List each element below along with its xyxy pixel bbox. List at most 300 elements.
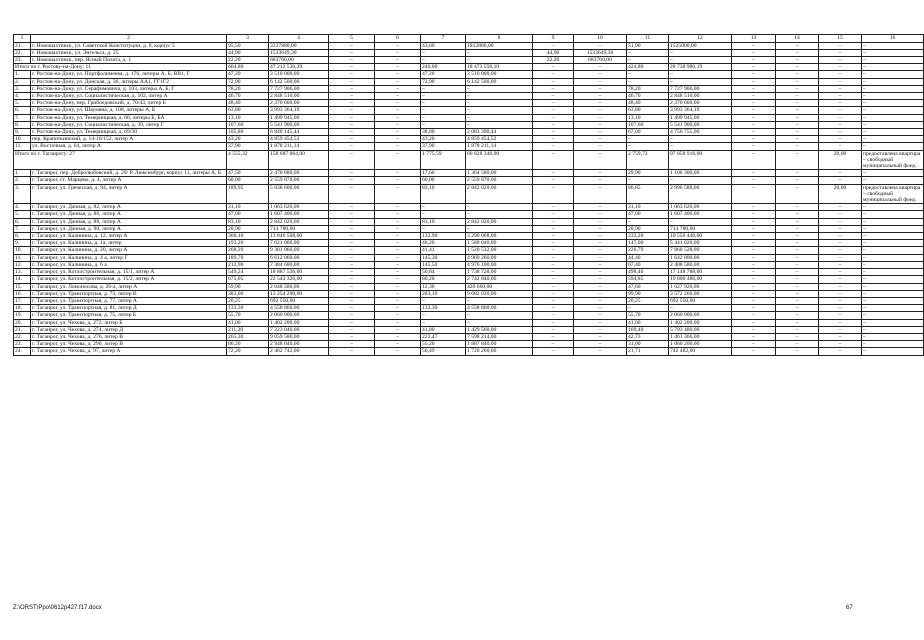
table-cell: 21,71 (627, 348, 669, 355)
table-cell: – (329, 233, 375, 240)
subtotal-row (14, 150, 924, 170)
table-cell: 3 993 364,19 (269, 107, 329, 114)
table-cell: 1 063 620,00 (269, 204, 329, 211)
table-cell: – (574, 143, 627, 150)
column-number-header: 2 (31, 35, 227, 43)
table-cell: – (819, 114, 862, 121)
table-cell: – (862, 78, 924, 85)
table-row (14, 276, 924, 283)
table-cell: – (329, 218, 375, 225)
subtotal-label: Итого по г. Таганрогу: 27 (14, 150, 227, 170)
table-cell: – (627, 218, 669, 225)
table-cell: – (776, 290, 819, 297)
table-cell: – (776, 233, 819, 240)
table-cell: – (732, 283, 776, 290)
table-cell: 1 775,59 (421, 150, 466, 170)
table-row (14, 121, 924, 128)
table-row (14, 49, 924, 56)
table-cell: – (329, 247, 375, 254)
table-cell: 1 878 211,14 (269, 143, 329, 150)
table-cell: 48,40 (627, 100, 669, 107)
address-cell: г. Таганрог, пер. Добролюбовский, д. 29/ Р. Люксембург, корпус 11, литеры А, Б (31, 170, 227, 177)
row-number-cell: 5. (14, 211, 31, 218)
table-cell: 3 572 260,00 (669, 290, 732, 297)
table-cell: – (819, 71, 862, 78)
address-cell: г. Ростов-на-Дону, пер. Грибоедовский, д. 70/43, литер Б (31, 100, 227, 107)
address-cell: г. Таганрог, ул. Котлостроительная, д. 15/2, литер А (31, 276, 227, 283)
table-cell: – (375, 297, 421, 304)
property-table (13, 34, 924, 356)
table-cell: 1 607 400,00 (269, 211, 329, 218)
table-cell: 83,10 (227, 218, 269, 225)
row-number-cell: 2. (14, 78, 31, 85)
table-cell: 1 887 840,00 (466, 341, 533, 348)
table-cell: – (819, 333, 862, 340)
address-cell: г. Ростов-на-Дону, ул. Серафимовича, д. 103, литеры А, Б, Г (31, 85, 227, 92)
table-cell: – (533, 333, 574, 340)
table-cell: 4 976 100,00 (466, 261, 533, 268)
table-cell: 18 473 556,10 (466, 64, 533, 71)
table-cell: 1 878 211,14 (466, 143, 533, 150)
table-cell: – (776, 261, 819, 268)
table-cell: – (533, 218, 574, 225)
table-cell: – (862, 254, 924, 261)
row-number-cell: 6. (14, 218, 31, 225)
table-cell: – (574, 312, 627, 319)
table-cell: 692 550,00 (669, 297, 732, 304)
table-cell: 1 720 260,00 (466, 348, 533, 355)
table-cell: – (533, 247, 574, 254)
table-cell: 4 555,32 (227, 150, 269, 170)
table-cell: 145,30 (421, 254, 466, 261)
table-cell: 20,00 (819, 184, 862, 204)
table-cell: – (627, 78, 669, 85)
table-row (14, 312, 924, 319)
table-cell: 41,80 (421, 326, 466, 333)
table-cell: – (329, 107, 375, 114)
table-cell: – (375, 276, 421, 283)
table-cell: 692 550,00 (269, 297, 329, 304)
table-row (14, 225, 924, 232)
table-cell: – (421, 114, 466, 121)
table-cell: – (375, 254, 421, 261)
row-number-cell: 8. (14, 233, 31, 240)
table-cell: 20,90 (227, 225, 269, 232)
row-number-cell: 21. (14, 42, 31, 49)
table-cell: 19 800 486,00 (669, 276, 732, 283)
table-cell: – (732, 49, 776, 56)
address-cell: г. Таганрог, ул. Чехова, д. 290, литер В (31, 341, 227, 348)
column-number-header: 14 (776, 35, 819, 43)
table-cell: 664,80 (227, 64, 269, 71)
table-cell: 268,20 (227, 247, 269, 254)
table-cell: 37,90 (227, 143, 269, 150)
table-cell: – (862, 218, 924, 225)
table-cell: – (776, 93, 819, 100)
table-cell: 44,90 (227, 49, 269, 56)
table-cell: 48,40 (227, 100, 269, 107)
table-cell: – (862, 85, 924, 92)
table-cell: – (574, 261, 627, 268)
table-cell: – (533, 290, 574, 297)
table-cell: – (862, 129, 924, 136)
table-cell: – (574, 319, 627, 326)
table-cell: – (421, 319, 466, 326)
table-row (14, 100, 924, 107)
address-cell: пер. Крапоткинский, д. 14-16/152, литер А (31, 136, 227, 143)
table-cell: 2 559 870,00 (466, 177, 533, 184)
row-number-cell: 2. (14, 177, 31, 184)
address-cell: г. Таганрог, ул. Ломоносова, д. 26-а, литер А (31, 283, 227, 290)
table-cell: – (732, 170, 776, 177)
table-cell: – (329, 49, 375, 56)
table-cell: 5 541 900,00 (669, 121, 732, 128)
table-cell: 78,20 (227, 85, 269, 92)
table-cell: 9 059 580,00 (269, 333, 329, 340)
table-cell: – (466, 93, 533, 100)
table-cell: 2 848 510,00 (669, 93, 732, 100)
table-cell: 47,20 (227, 71, 269, 78)
table-cell: – (776, 78, 819, 85)
table-cell: 4 969 260,00 (466, 254, 533, 261)
table-cell: – (329, 64, 375, 71)
address-cell: г. Таганрог, ул. Транспортная, д. 75, литер Б (31, 312, 227, 319)
table-cell: – (375, 114, 421, 121)
table-cell: – (574, 254, 627, 261)
table-cell: – (375, 261, 421, 268)
table-cell: – (466, 319, 533, 326)
table-cell: – (533, 312, 574, 319)
column-number-header: 3 (227, 35, 269, 43)
table-cell: – (776, 85, 819, 92)
address-cell: г. Таганрог, ул. Транспортная, д. 81, литер Д (31, 305, 227, 312)
table-cell: – (375, 333, 421, 340)
table-row (14, 240, 924, 247)
table-cell: – (776, 326, 819, 333)
table-cell: – (862, 283, 924, 290)
table-cell: – (862, 136, 924, 143)
table-cell: 3 510 000,00 (466, 71, 533, 78)
table-cell: 50,84 (421, 269, 466, 276)
row-number-cell: 11. (14, 143, 31, 150)
table-cell: 2 048 580,00 (269, 283, 329, 290)
table-cell: – (421, 93, 466, 100)
table-cell: – (862, 64, 924, 71)
table-cell: 1 580 040,00 (466, 240, 533, 247)
table-cell: 683760,00 (269, 57, 329, 64)
table-cell: 47,20 (421, 71, 466, 78)
table-row (14, 283, 924, 290)
table-cell: – (732, 312, 776, 319)
table-cell: – (375, 312, 421, 319)
table-cell: – (776, 204, 819, 211)
table-cell: 2 470 880,00 (269, 170, 329, 177)
table-row (14, 233, 924, 240)
table-cell: 2 370 600,00 (269, 100, 329, 107)
table-cell: 31,10 (227, 204, 269, 211)
table-cell: – (862, 247, 924, 254)
table-cell: – (533, 100, 574, 107)
table-cell: 97 858 916,00 (669, 150, 732, 170)
table-cell: – (375, 121, 421, 128)
address-cell: г. Ростов-на-Дону, ул. Шаумяна, д. 108, литеры А, Б (31, 107, 227, 114)
row-number-cell: 7. (14, 114, 31, 121)
table-cell: – (732, 333, 776, 340)
table-cell: – (574, 247, 627, 254)
address-cell: г. Таганрог, ул. Дачная, д. 90, литер А (31, 225, 227, 232)
table-cell: – (329, 341, 375, 348)
table-cell: – (533, 170, 574, 177)
table-cell: 1 738 728,00 (466, 269, 533, 276)
table-cell: – (732, 348, 776, 355)
table-cell: 1 607 400,00 (669, 211, 732, 218)
table-cell: 20,25 (227, 297, 269, 304)
table-cell: – (862, 100, 924, 107)
table-cell: – (862, 305, 924, 312)
table-cell: – (329, 143, 375, 150)
address-cell: г. Таганрог, ул. Греческая, д. 94, литер А (31, 184, 227, 204)
table-cell: – (819, 100, 862, 107)
table-cell: – (329, 326, 375, 333)
table-cell: – (533, 305, 574, 312)
table-cell: – (819, 170, 862, 177)
table-cell: – (776, 177, 819, 184)
table-row (14, 93, 924, 100)
table-cell: – (574, 71, 627, 78)
table-cell: – (776, 129, 819, 136)
table-cell: – (732, 85, 776, 92)
table-cell: – (533, 269, 574, 276)
table-cell: 6 612 060,00 (269, 254, 329, 261)
table-cell: – (329, 276, 375, 283)
table-cell: – (776, 114, 819, 121)
table-cell: 43,20 (421, 136, 466, 143)
table-cell: – (574, 64, 627, 71)
table-cell: – (819, 254, 862, 261)
table-cell: – (862, 143, 924, 150)
table-cell: 20,90 (627, 225, 669, 232)
table-cell: 46,70 (227, 93, 269, 100)
table-cell: – (375, 57, 421, 64)
table-cell: 1533649,30 (574, 49, 627, 56)
table-cell: – (466, 297, 533, 304)
table-cell: 43,60 (421, 42, 466, 49)
address-cell: г. Новошахтинск, ул. Энгельса, д. 25 (31, 49, 227, 56)
table-cell: 6 840 145,44 (269, 129, 329, 136)
table-cell: – (375, 177, 421, 184)
address-cell: г. Таганрог, ул. Калинина, д. 12, литер А (31, 233, 227, 240)
table-cell: – (819, 93, 862, 100)
table-cell: 42,73 (627, 333, 669, 340)
table-cell: – (375, 211, 421, 218)
table-cell: – (862, 93, 924, 100)
table-cell: 2 842 020,00 (269, 218, 329, 225)
table-cell: – (732, 240, 776, 247)
table-cell: – (819, 121, 862, 128)
table-cell: – (375, 204, 421, 211)
table-cell: – (776, 341, 819, 348)
table-cell: – (329, 93, 375, 100)
table-cell: – (329, 225, 375, 232)
table-cell: 265,30 (227, 333, 269, 340)
table-cell: – (776, 150, 819, 170)
table-cell: 189,70 (227, 254, 269, 261)
table-cell: 133,30 (227, 305, 269, 312)
table-cell: – (732, 247, 776, 254)
table-row (14, 204, 924, 211)
table-cell: – (732, 326, 776, 333)
table-cell: 5 541 900,00 (269, 121, 329, 128)
table-cell: 1 060 200,00 (669, 341, 732, 348)
table-cell: 1 520 532,00 (466, 247, 533, 254)
table-cell: – (533, 283, 574, 290)
row-number-cell: 7. (14, 225, 31, 232)
table-row (14, 57, 924, 64)
table-cell: – (819, 136, 862, 143)
table-cell: – (375, 100, 421, 107)
table-cell: – (329, 312, 375, 319)
table-cell: – (329, 71, 375, 78)
table-cell: – (421, 211, 466, 218)
table-cell: – (776, 49, 819, 56)
table-cell: – (862, 225, 924, 232)
subtotal-label: Итого по г. Ростову-на-Дону: 11 (14, 64, 227, 71)
table-cell: – (375, 49, 421, 56)
column-number-header: 15 (819, 35, 862, 43)
table-cell: – (776, 319, 819, 326)
table-cell: – (669, 305, 732, 312)
table-cell: 20,00 (819, 150, 862, 170)
table-cell: – (732, 233, 776, 240)
table-cell: – (732, 341, 776, 348)
table-cell: – (669, 78, 732, 85)
table-cell: – (421, 225, 466, 232)
table-cell: 47,50 (227, 170, 269, 177)
table-cell: 47 212 536,29 (269, 64, 329, 71)
table-cell: – (375, 319, 421, 326)
table-cell: – (732, 218, 776, 225)
table-cell: 60,00 (421, 177, 466, 184)
table-cell: – (669, 177, 732, 184)
table-cell: – (819, 240, 862, 247)
table-cell: – (819, 57, 862, 64)
table-cell: 78,20 (627, 85, 669, 92)
table-cell: – (776, 305, 819, 312)
table-row (14, 305, 924, 312)
table-cell: – (375, 341, 421, 348)
table-cell: – (533, 129, 574, 136)
table-cell: – (574, 225, 627, 232)
table-cell: – (329, 78, 375, 85)
table-cell: 31,10 (627, 204, 669, 211)
table-cell: – (329, 305, 375, 312)
address-cell: г. Таганрог, ул. Калинина, д. 6 а (31, 261, 227, 268)
table-cell: – (329, 290, 375, 297)
table-cell: 107,60 (627, 121, 669, 128)
table-cell: – (466, 312, 533, 319)
table-cell: – (862, 269, 924, 276)
table-cell: – (732, 290, 776, 297)
table-cell: 1 642 800,00 (669, 254, 732, 261)
table-cell: – (329, 100, 375, 107)
table-cell: 549,24 (227, 269, 269, 276)
table-cell: – (819, 297, 862, 304)
table-row (14, 211, 924, 218)
table-cell: – (329, 184, 375, 204)
column-number-header-row (14, 35, 924, 43)
row-number-cell: 4. (14, 93, 31, 100)
table-cell: – (421, 100, 466, 107)
table-cell: 41,00 (627, 319, 669, 326)
table-cell: – (776, 297, 819, 304)
table-cell: – (421, 107, 466, 114)
table-cell: 6 142 500,00 (269, 78, 329, 85)
table-cell: предоставлена квартира – свободный муниципальный фонд (862, 150, 924, 170)
table-cell: 742 482,00 (669, 348, 732, 355)
address-cell: г. Ростов-на-Дону, ул. Темерницкая, д. 66, литеры Б, БА (31, 114, 227, 121)
table-cell: – (776, 143, 819, 150)
address-cell: г. Ростов-на-Дону, ул. Темерницкая, д. 69/30 (31, 129, 227, 136)
table-cell: – (421, 49, 466, 56)
row-number-cell: 22. (14, 49, 31, 56)
table-cell: – (732, 276, 776, 283)
table-cell: – (819, 269, 862, 276)
table-cell: 3337880,00 (269, 42, 329, 49)
row-number-cell: 20. (14, 319, 31, 326)
table-row (14, 170, 924, 177)
table-cell: – (732, 305, 776, 312)
table-cell: – (862, 297, 924, 304)
table-cell: – (574, 78, 627, 85)
table-cell: – (466, 49, 533, 56)
table-cell: – (732, 78, 776, 85)
row-number-cell: 4. (14, 204, 31, 211)
table-cell: – (533, 276, 574, 283)
table-cell: – (732, 93, 776, 100)
row-number-cell: 1. (14, 170, 31, 177)
table-cell: – (533, 136, 574, 143)
table-cell: – (329, 261, 375, 268)
table-cell: 2 842 020,00 (466, 184, 533, 204)
table-cell: – (375, 143, 421, 150)
row-number-cell: 14. (14, 276, 31, 283)
table-cell: 1533649,30 (269, 49, 329, 56)
table-cell: – (375, 247, 421, 254)
table-cell: – (574, 269, 627, 276)
table-cell: 283,10 (421, 290, 466, 297)
table-cell: 10 556 440,00 (669, 233, 732, 240)
table-cell: – (627, 136, 669, 143)
table-cell: – (329, 114, 375, 121)
address-cell: г. Таганрог, ул. Калинина, д. 4 а, литер Г (31, 254, 227, 261)
table-cell: – (533, 114, 574, 121)
table-cell: – (466, 85, 533, 92)
table-cell: 2 370 600,00 (669, 100, 732, 107)
table-cell: – (732, 184, 776, 204)
table-cell: 1 627 920,00 (669, 283, 732, 290)
table-row (14, 71, 924, 78)
table-cell: – (862, 290, 924, 297)
table-cell: 683760,00 (574, 57, 627, 64)
table-cell: 9 682 020,00 (466, 290, 533, 297)
table-cell: 3 993 364,19 (669, 107, 732, 114)
table-cell: 2 083 390,44 (466, 129, 533, 136)
table-cell: – (862, 107, 924, 114)
table-cell: – (375, 78, 421, 85)
table-cell: – (533, 225, 574, 232)
table-cell: – (375, 107, 421, 114)
table-cell: – (819, 129, 862, 136)
